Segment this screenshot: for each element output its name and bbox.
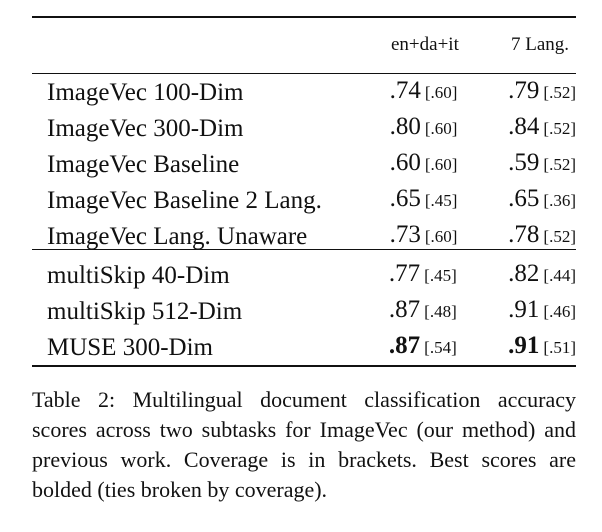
method-name: multiSkip 40-Dim bbox=[47, 261, 230, 289]
coverage-en-da-it: [.48] bbox=[424, 302, 457, 321]
table-row bbox=[32, 293, 576, 329]
score-7-lang: .84 bbox=[508, 113, 540, 140]
header-7-lang: 7 Lang. bbox=[511, 34, 570, 55]
group-rule bbox=[32, 249, 576, 250]
table-row bbox=[32, 329, 576, 365]
method-name: MUSE 300-Dim bbox=[47, 333, 213, 361]
bottom-rule bbox=[32, 365, 576, 367]
score-en-da-it: .80 bbox=[389, 113, 421, 140]
table-row bbox=[32, 74, 576, 110]
table-row bbox=[32, 110, 576, 146]
score-en-da-it: .65 bbox=[389, 185, 421, 212]
coverage-7-lang: [.46] bbox=[543, 302, 576, 321]
method-name: ImageVec 300-Dim bbox=[47, 114, 244, 142]
score-7-lang-best: .91 bbox=[508, 332, 540, 359]
coverage-en-da-it: [.60] bbox=[424, 227, 458, 246]
score-en-da-it: .74 bbox=[389, 77, 421, 104]
table-header bbox=[32, 18, 576, 72]
coverage-en-da-it: [.45] bbox=[424, 266, 457, 285]
score-en-da-it: .87 bbox=[388, 296, 421, 323]
coverage-en-da-it: [.60] bbox=[424, 119, 458, 138]
coverage-en-da-it: [.54] bbox=[424, 338, 457, 357]
coverage-7-lang: [.36] bbox=[543, 191, 576, 210]
coverage-7-lang: [.52] bbox=[543, 155, 576, 174]
score-en-da-it: .77 bbox=[388, 260, 421, 287]
method-name: ImageVec Baseline bbox=[47, 150, 240, 178]
coverage-en-da-it: [.60] bbox=[424, 83, 458, 102]
group-imagevec bbox=[32, 74, 576, 254]
score-7-lang: .82 bbox=[508, 260, 540, 287]
score-7-lang: .59 bbox=[508, 149, 540, 176]
score-en-da-it: .60 bbox=[389, 149, 421, 176]
score-en-da-it: .73 bbox=[389, 221, 421, 248]
table-row bbox=[32, 182, 576, 218]
coverage-7-lang: [.44] bbox=[543, 266, 576, 285]
coverage-7-lang: [.52] bbox=[543, 227, 576, 246]
coverage-en-da-it: [.60] bbox=[424, 155, 458, 174]
coverage-7-lang: [.51] bbox=[543, 338, 576, 357]
score-7-lang: .65 bbox=[508, 185, 540, 212]
method-name: ImageVec Baseline 2 Lang. bbox=[47, 186, 322, 214]
score-7-lang: .78 bbox=[508, 221, 540, 248]
score-7-lang: .91 bbox=[508, 296, 540, 323]
coverage-en-da-it: [.45] bbox=[424, 191, 458, 210]
header-method bbox=[32, 18, 367, 72]
coverage-7-lang: [.52] bbox=[543, 83, 576, 102]
method-name: multiSkip 512-Dim bbox=[47, 297, 243, 325]
table-row bbox=[32, 257, 576, 293]
group-previous-work bbox=[32, 257, 576, 365]
method-name: ImageVec 100-Dim bbox=[47, 78, 244, 106]
table-row bbox=[32, 146, 576, 182]
coverage-7-lang: [.52] bbox=[543, 119, 576, 138]
header-en-da-it: en+da+it bbox=[391, 34, 459, 55]
table-caption: Table 2: Multilingual document classification accuracy scores across two subtasks for ImageVec (our method) and previous work. Coverage is in brackets. Best scores are bolded (ties broken by coverage). bbox=[32, 387, 576, 502]
score-en-da-it-best: .87 bbox=[388, 332, 421, 359]
method-name: ImageVec Lang. Unaware bbox=[47, 222, 308, 250]
score-7-lang: .79 bbox=[508, 77, 540, 104]
